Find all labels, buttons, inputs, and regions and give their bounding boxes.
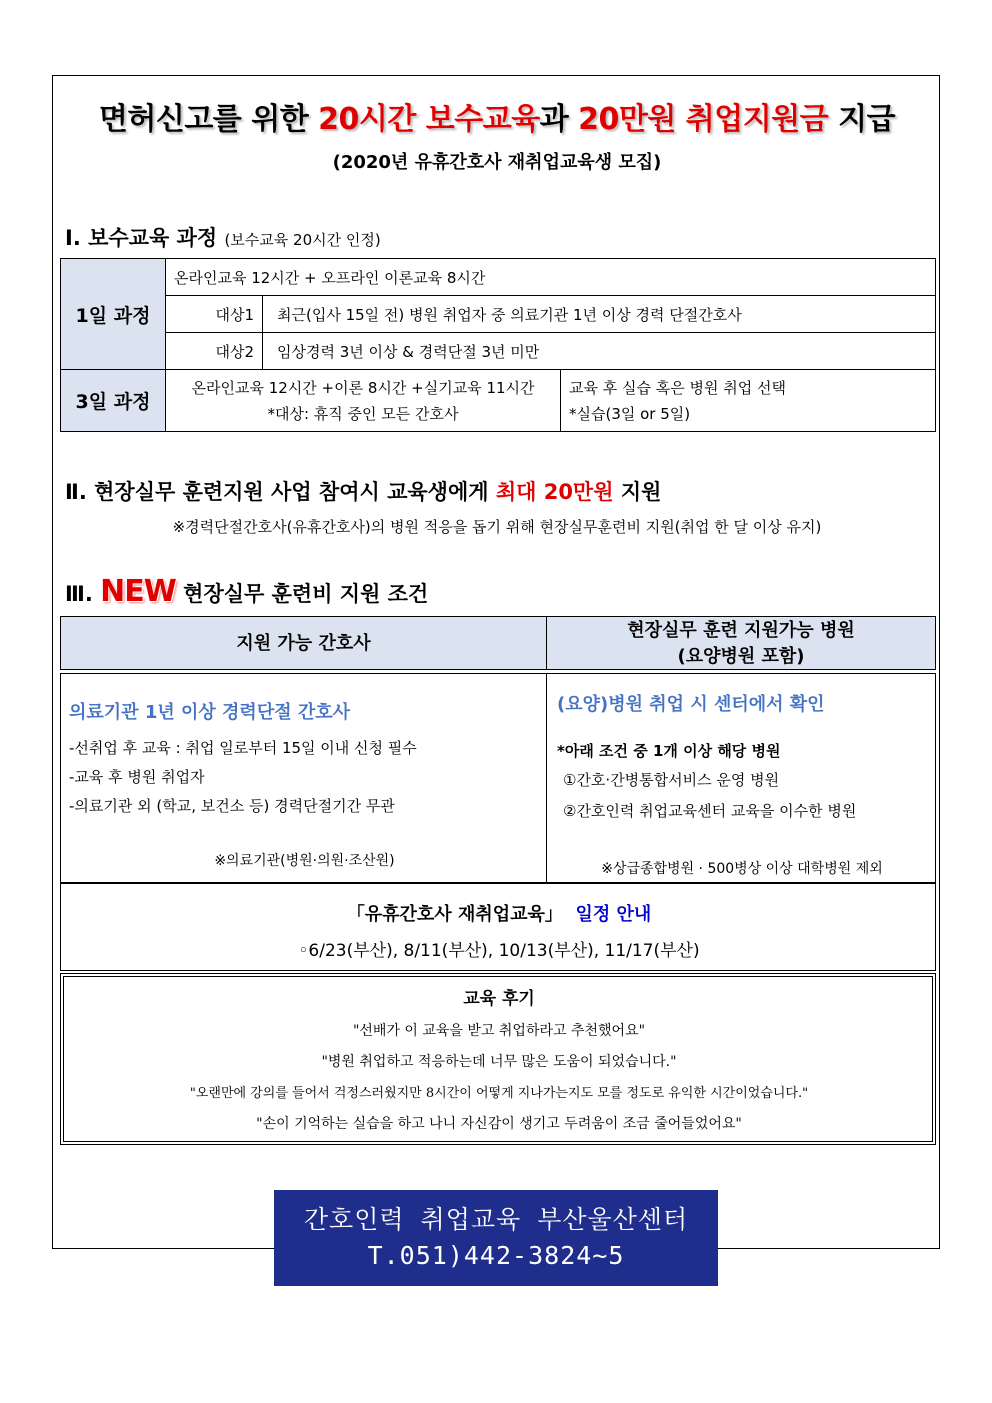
review-item: "병원 취업하고 적응하는데 너무 많은 도움이 되었습니다." xyxy=(321,1054,677,1070)
course3-right-line2: *실습(3일 or 5일) xyxy=(569,404,691,423)
course3-content xyxy=(166,370,561,432)
schedule-dates: ◦6/23(부산), 8/11(부산), 10/13(부산), 11/17(부산) xyxy=(298,941,700,961)
section1-note: (보수교육 20시간 인정) xyxy=(224,231,381,249)
section2-highlight: 최대 20만원 xyxy=(495,480,614,504)
schedule-box xyxy=(60,883,936,971)
hospital-condition-item: ①간호·간병통합서비스 운영 병원 xyxy=(563,771,780,789)
reviews-title: 교육 후기 xyxy=(463,989,535,1009)
support-nurse-cell xyxy=(60,673,547,883)
section3-title: 현장실무 훈련비 지원 조건 xyxy=(183,582,429,606)
hospital-header-line1: 현장실무 훈련 지원가능 병원 xyxy=(627,620,855,641)
support-nurse-header: 지원 가능 간호사 xyxy=(60,616,547,670)
review-item: "오랜만에 강의를 들어서 걱정스러웠지만 8시간이 어떻게 지나가는지도 모를 정도로 유익한 시간이었습니다." xyxy=(189,1086,809,1101)
section2-title: Ⅱ. 현장실무 훈련지원 사업 참여시 교육생에게 xyxy=(65,480,496,504)
section2-note: ※경력단절간호사(유휴간호사)의 병원 적응을 돕기 위해 현장실무훈련비 지원(취업 한 달 이상 유지) xyxy=(172,518,822,536)
course3-content-line1: 온라인교육 12시간 +이론 8시간 +실기교육 11시간 xyxy=(191,378,535,397)
center-banner xyxy=(274,1190,718,1286)
subtitle: (2020년 유휴간호사 재취업교육생 모집) xyxy=(332,152,662,173)
hospital-condition-note: ※상급종합병원 · 500병상 이상 대학병원 제외 xyxy=(601,861,883,877)
title-highlight-education: 20시간 보수교육 xyxy=(318,102,540,137)
section1-heading xyxy=(65,222,381,252)
review-item: "선배가 이 교육을 받고 취업하라고 추천했어요" xyxy=(352,1023,646,1039)
reviews-box xyxy=(60,973,936,1145)
course3-content-line2: *대상: 휴직 중인 모든 간호사 xyxy=(267,404,459,423)
support-hospital-cell xyxy=(546,673,936,883)
section2-heading xyxy=(65,476,661,506)
review-item: "손이 기억하는 실습을 하고 나니 자신감이 생기고 두려움이 조금 줄어들었어요" xyxy=(256,1116,742,1132)
title-part: 지급 xyxy=(828,102,896,137)
schedule-title-blue: 일정 안내 xyxy=(575,904,652,925)
support-hospital-header xyxy=(546,616,936,670)
nurse-condition-item: -의료기관 외 (학교, 보건소 등) 경력단절기간 무관 xyxy=(69,797,395,815)
course1-target1-label: 대상1 xyxy=(166,296,263,333)
course1-target1-text: 최근(입사 15일 전) 병원 취업자 중 의료기관 1년 이상 경력 단절간호사 xyxy=(263,296,936,333)
hospital-condition-title: (요양)병원 취업 시 센터에서 확인 xyxy=(557,694,825,715)
nurse-condition-item: -선취업 후 교육 : 취업 일로부터 15일 이내 신청 필수 xyxy=(69,739,417,757)
flyer-frame xyxy=(52,75,940,1249)
title-part: 과 xyxy=(539,102,579,137)
section3-number: Ⅲ. xyxy=(65,582,93,606)
course1-target2-text: 임상경력 3년 이상 & 경력단절 3년 미만 xyxy=(263,333,936,370)
nurse-condition-title: 의료기관 1년 이상 경력단절 간호사 xyxy=(69,702,351,723)
center-name: 간호인력 취업교육 부산울산센터 xyxy=(303,1205,689,1234)
schedule-title xyxy=(61,900,937,926)
nurse-condition-item: -교육 후 병원 취업자 xyxy=(69,768,205,786)
title-highlight-subsidy: 20만원 취업지원금 xyxy=(578,102,829,137)
course3-right xyxy=(561,370,936,432)
course3-table xyxy=(60,369,936,432)
course1-table xyxy=(60,258,936,370)
section2-title-end: 지원 xyxy=(613,480,662,504)
course1-content: 온라인교육 12시간 + 오프라인 이론교육 8시간 xyxy=(166,259,936,296)
title-part: 면허신고를 위한 xyxy=(98,102,319,137)
hospital-condition-item: ②간호인력 취업교육센터 교육을 이수한 병원 xyxy=(563,802,857,820)
course1-target2-label: 대상2 xyxy=(166,333,263,370)
section3-heading xyxy=(65,574,428,609)
center-phone: T.051)442-3824~5 xyxy=(367,1241,625,1270)
main-title xyxy=(53,94,941,138)
course3-label: 3일 과정 xyxy=(61,370,166,432)
hospital-condition-sub: *아래 조건 중 1개 이상 해당 병원 xyxy=(557,742,781,760)
new-badge: NEW xyxy=(100,574,176,609)
section1-title: Ⅰ. 보수교육 과정 xyxy=(65,226,218,250)
hospital-header-line2: (요양병원 포함) xyxy=(677,646,805,667)
course1-label: 1일 과정 xyxy=(61,259,166,370)
nurse-condition-note: ※의료기관(병원·의원·조산원) xyxy=(214,853,395,869)
course3-right-line1: 교육 후 실습 혹은 병원 취업 선택 xyxy=(569,378,786,397)
schedule-title-text: 「유휴간호사 재취업교육」 xyxy=(346,904,563,925)
